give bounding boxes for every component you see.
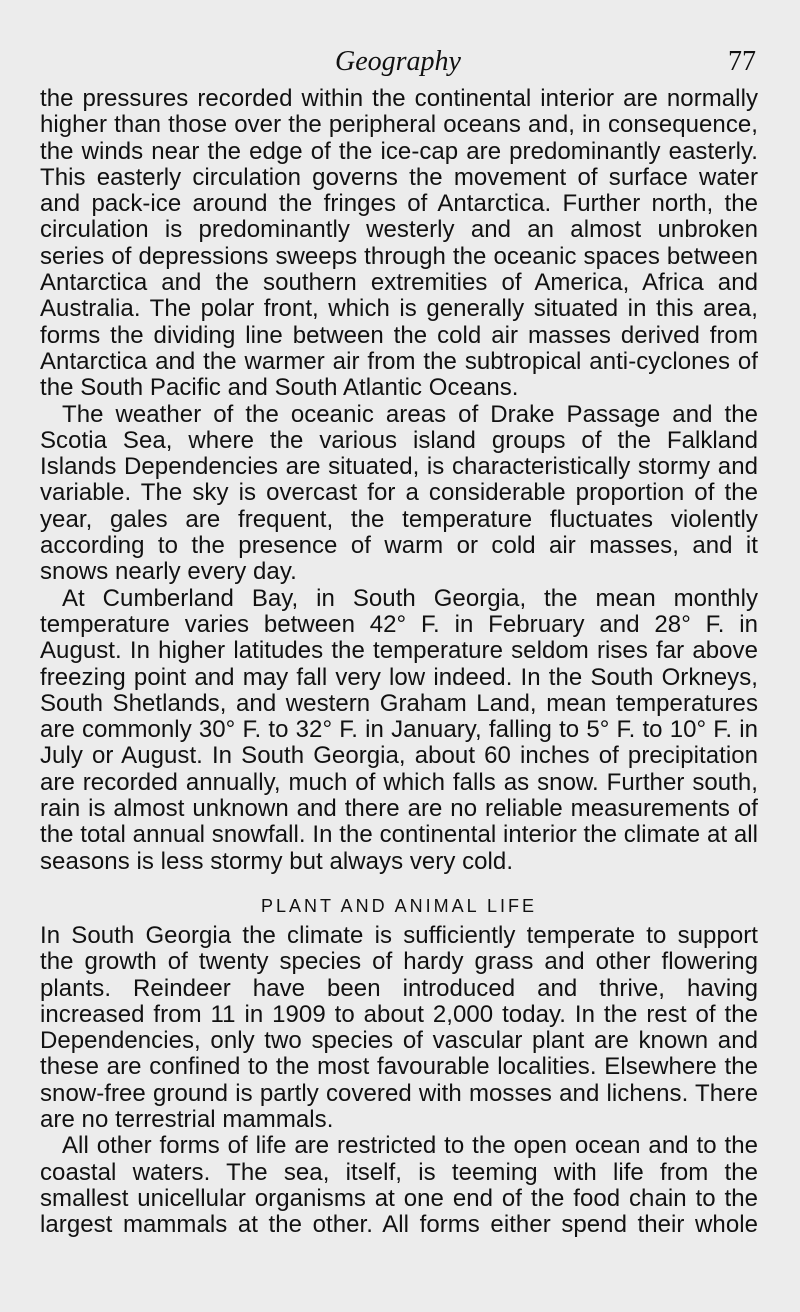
running-head	[40, 44, 756, 84]
paragraph-temperature: At Cumberland Bay, in South Georgia, the mean monthly temperature varies between 42° F. in February and 28° F. in August. In higher latitudes the temperature seldom rises far above freezing point and may fall very low indeed. In the South Orkneys, South Shetlands, and western Graham Land, mean temperatures are commonly 30° F. to 32° F. in January, falling to 5° F. to 10° F. in July or August. In South Georgia, about 60 inches of precipitation are recorded annually, much of which falls as snow. Further south, rain is almost unknown and there are no reliable measurements of the total annual snowfall. In the continental interior the climate at all seasons is less stormy but always very cold.	[40, 584, 758, 875]
paragraph-other-life: All other forms of life are restricted to the open ocean and to the coastal waters. The sea, itself, is teeming with life from the smallest unicellular organisms at one end of the food chain to the largest mammals at the other. All forms either spend their whole	[40, 1132, 758, 1239]
running-title: Geography	[335, 46, 461, 77]
section-heading: PLANT AND ANIMAL LIFE	[260, 895, 538, 916]
body-text	[40, 86, 758, 1238]
page-number: 77	[728, 46, 756, 77]
paragraph-plants: In South Georgia the climate is sufficiently temperate to support the growth of twenty species of hardy grass and other flowering plants. Reindeer have been introduced and thrive, having increased from 11 in 1909 to about 2,000 today. In the rest of the Dependencies, only two species of vascular plant are known and these are confined to the most favourable localities. Elsewhere the snow-free ground is partly covered with mosses and lichens. There are no terrestrial mammals.	[40, 921, 758, 1133]
paragraph-pressures: the pressures recorded within the continental interior are normally higher than those over the peripheral oceans and, in consequence, the winds near the edge of the ice-cap are predominantly easterly. This easterly circulation governs the movement of surface water and pack-ice around the fringes of Antarctica. Further north, the circulation is predominantly westerly and an almost unbroken series of depressions sweeps through the oceanic spaces between Antarctica and the southern extremities of America, Africa and Australia. The polar front, which is generally situated in this area, forms the dividing line between the cold air masses derived from Antarctica and the warmer air from the subtropical anti-cyclones of the South Pacific and South Atlantic Oceans.	[40, 85, 758, 402]
paragraph-weather: The weather of the oceanic areas of Drake Passage and the Scotia Sea, where the various island groups of the Falkland Islands Dependencies are situated, is characteristically stormy and variable. The sky is overcast for a considerable proportion of the year, gales are frequent, the temperature fluctuates violently according to the presence of warm or cold air masses, and it snows nearly every day.	[40, 400, 758, 586]
